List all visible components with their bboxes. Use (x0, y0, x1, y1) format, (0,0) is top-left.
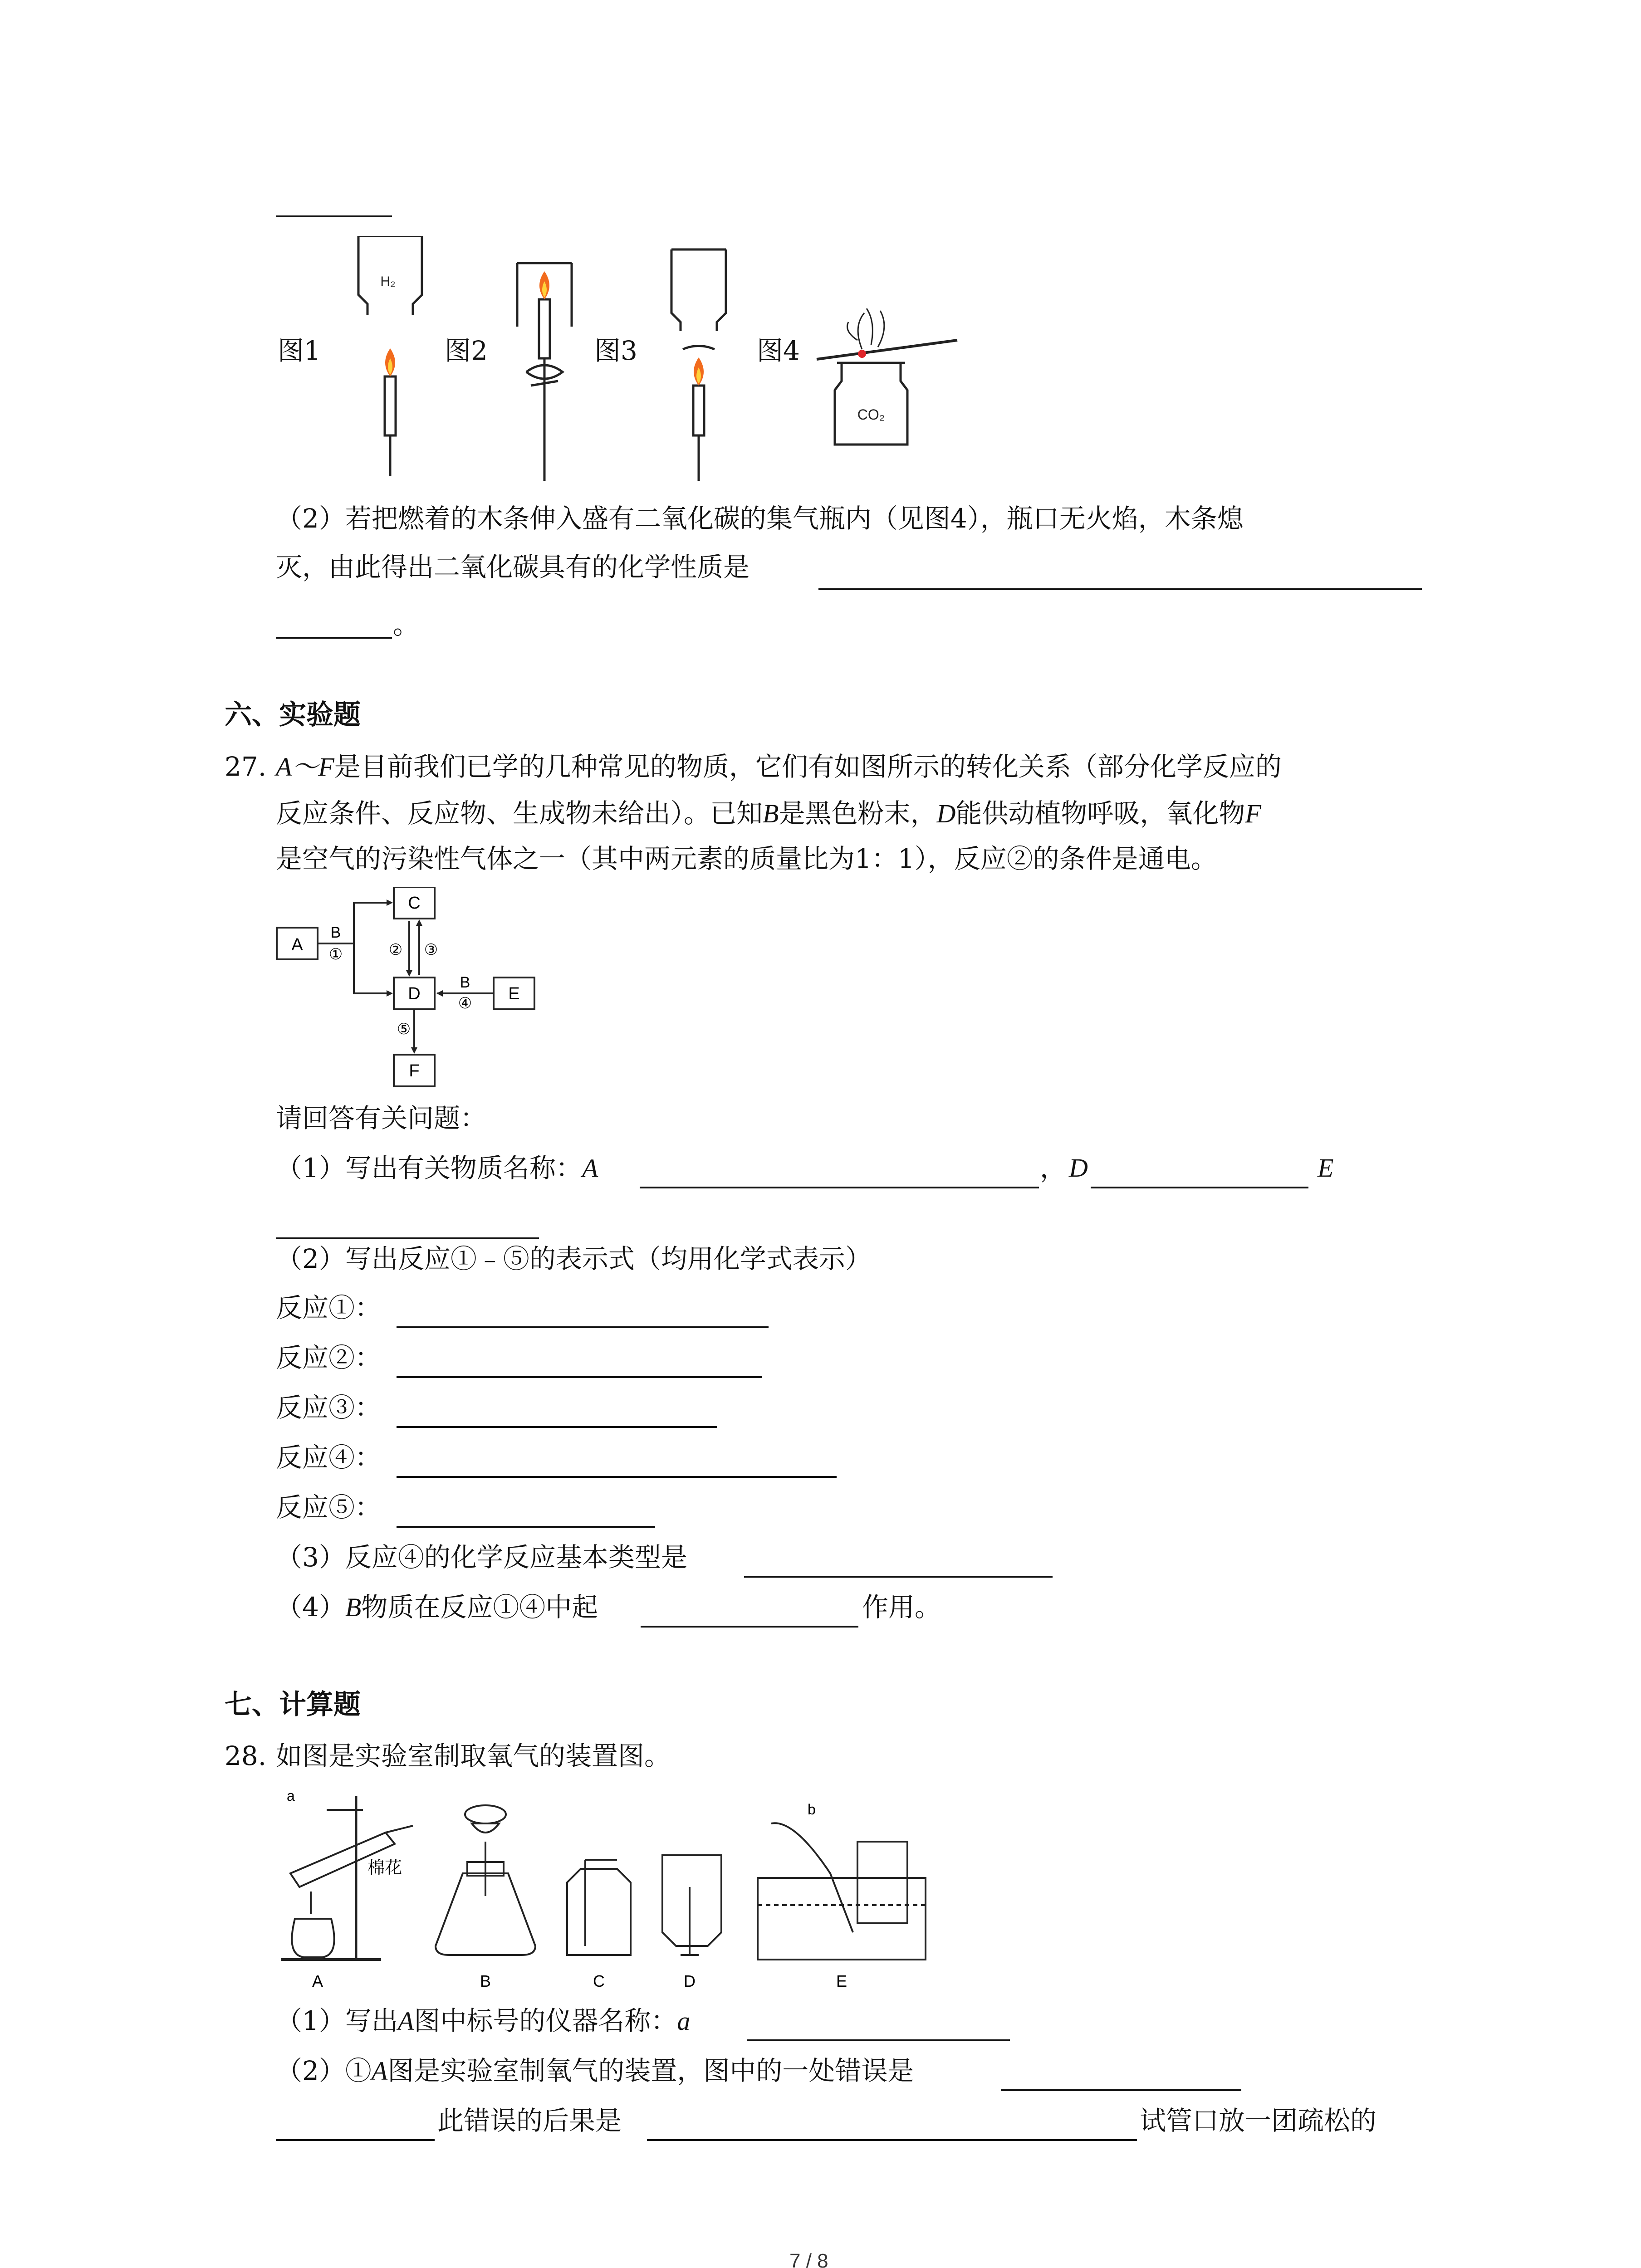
apparatus-label-E: E (836, 1972, 847, 1990)
figure-label-4: 图4 (757, 335, 800, 366)
answer-blank[interactable] (276, 637, 392, 639)
question-27-part2: （2）写出反应①﹣⑤的表示式（均用化学式表示） (276, 1243, 872, 1274)
question-27-line3: 是空气的污染性气体之一（其中两元素的质量比为1：1），反应②的条件是通电。 (276, 843, 1217, 874)
answer-blank[interactable] (276, 2139, 435, 2141)
apparatus-label-B: B (480, 1972, 491, 1990)
page-number: 7 / 8 (789, 2250, 828, 2268)
figure-label-2: 图2 (445, 335, 488, 366)
apparatus-label-D: D (684, 1972, 696, 1990)
label-b: b (808, 1801, 816, 1818)
period-text: 。 (393, 609, 420, 640)
answer-blank-D[interactable] (1091, 1187, 1308, 1188)
question-27-part4-end: 作用。 (862, 1592, 941, 1623)
question-number: 28. (225, 1740, 267, 1771)
answer-blank[interactable] (647, 2139, 1137, 2141)
jar-label-h2: H₂ (380, 274, 396, 289)
section-heading-experiment: 六、实验题 (225, 699, 361, 731)
answer-blank-E[interactable] (276, 1237, 539, 1239)
question-28-part2-line2: 此错误的后果是 (437, 2105, 622, 2136)
node-E: E (508, 984, 520, 1003)
answer-blank-reaction-3[interactable] (397, 1426, 717, 1428)
transformation-diagram (272, 887, 535, 1095)
figure-label-3: 图3 (594, 335, 637, 366)
jar-label-co2: CO₂ (857, 406, 885, 423)
node-C: C (408, 894, 421, 913)
node-D: D (408, 984, 421, 1003)
reaction-4-label: 反应④： (276, 1442, 382, 1473)
edge-label-1: ① (328, 946, 343, 963)
question-28-part2: （2）①A图是实验室制氧气的装置，图中的一处错误是 (276, 2055, 914, 2086)
answer-blank[interactable] (744, 1576, 1053, 1578)
answer-blank[interactable] (641, 1626, 858, 1628)
flame-icon (385, 271, 866, 386)
edge-label-4: ④ (458, 995, 472, 1012)
question-27-part1: （1）写出有关物质名称：A (276, 1153, 598, 1183)
question-27-part3: （3）反应④的化学反应基本类型是 (276, 1542, 687, 1573)
answer-blank-reaction-1[interactable] (397, 1326, 769, 1328)
question-28-line1: 如图是实验室制取氧气的装置图。 (276, 1740, 671, 1771)
question-26-part2-line1: （2）若把燃着的木条伸入盛有二氧化碳的集气瓶内（见图4），瓶口无火焰，木条熄 (276, 503, 1244, 534)
figure-label-1: 图1 (278, 335, 321, 366)
answer-blank[interactable] (1001, 2089, 1241, 2091)
edge-label-5: ⑤ (397, 1021, 411, 1038)
edge-label-B: B (330, 924, 341, 941)
answer-blank-A[interactable] (640, 1187, 1039, 1188)
edge-label-B: B (460, 974, 470, 991)
question-27-line1: A～F是目前我们已学的几种常见的物质，它们有如图所示的转化关系（部分化学反应的 (276, 751, 1282, 782)
label-cotton: 棉花 (367, 1858, 402, 1877)
question-27-line2: 反应条件、反应物、生成物未给出）。已知B是黑色粉末，D能供动植物呼吸，氧化物F (276, 798, 1261, 829)
question-28-part2-line2-end: 试管口放一团疏松的 (1140, 2105, 1377, 2136)
answer-blank[interactable] (818, 588, 1422, 590)
answer-blank-reaction-5[interactable] (397, 1526, 655, 1528)
edge-label-3: ③ (424, 941, 438, 958)
edge-label-2: ② (388, 941, 403, 958)
oxygen-apparatus-figure (272, 1783, 935, 1996)
answer-blank-reaction-4[interactable] (397, 1476, 837, 1478)
apparatus-label-A: A (312, 1972, 323, 1990)
variable-D: D (1069, 1153, 1088, 1183)
transformation-diagram-svg (272, 887, 535, 1095)
comma-text: ， (1040, 1153, 1067, 1183)
answer-blank[interactable] (276, 215, 392, 217)
question-number: 27. (225, 751, 267, 782)
variable-E: E (1318, 1153, 1334, 1183)
apparatus-label-C: C (593, 1972, 605, 1990)
question-28-part1: （1）写出A图中标号的仪器名称：a (276, 2005, 691, 2036)
label-a: a (287, 1788, 295, 1804)
reaction-2-label: 反应②： (276, 1342, 382, 1373)
node-A: A (291, 935, 303, 954)
apparatus-svg (272, 1783, 935, 1996)
reaction-3-label: 反应③： (276, 1392, 382, 1423)
question-27-prompt: 请回答有关问题： (276, 1103, 487, 1134)
answer-blank[interactable] (747, 2039, 1010, 2041)
question-26-part2-line2: 灭，由此得出二氧化碳具有的化学性质是 (276, 552, 750, 582)
combustion-drawings (272, 236, 962, 490)
reaction-1-label: 反应①： (276, 1292, 382, 1323)
question-27-part4: （4）B物质在反应①④中起 (276, 1592, 598, 1623)
section-heading-calculation: 七、计算题 (225, 1689, 361, 1721)
node-F: F (409, 1061, 420, 1080)
answer-blank-reaction-2[interactable] (397, 1376, 762, 1378)
reaction-5-label: 反应⑤： (276, 1492, 382, 1523)
figure-combustion-experiments (272, 236, 962, 490)
